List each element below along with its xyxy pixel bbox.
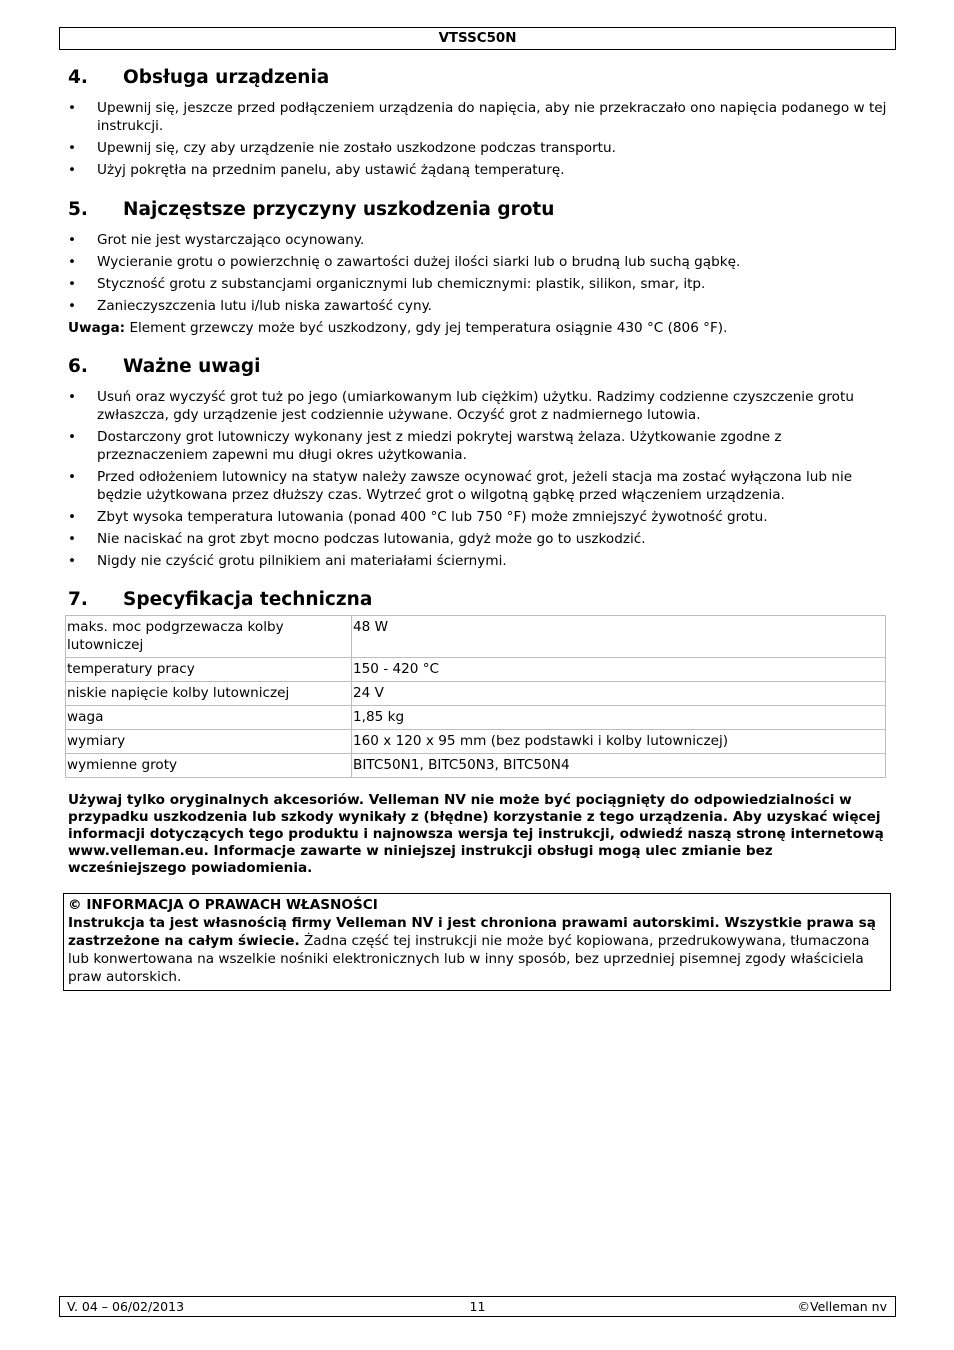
warning-note <box>68 319 890 337</box>
list-item: • Przed odłożeniem lutownicy na statyw należy zawsze ocynować grot, jeżeli stacja ma zostać wyłączona lub nie będzie użytkowana przez dłuższy czas. Wytrzeć grot o wilgotną gąbkę przed włączeniem urządzenia. <box>68 468 890 504</box>
section-number: 4. <box>68 67 88 88</box>
section-number: 7. <box>68 589 88 610</box>
list-item: • Dostarczony grot lutowniczy wykonany jest z miedzi pokrytej warstwą żelaza. Użytkowanie zgodne z przeznaczeniem zapewni mu długi okres użytkowania. <box>68 428 890 464</box>
spec-label: wymienne groty <box>66 754 352 778</box>
section-title: Specyfikacja techniczna <box>123 589 373 610</box>
section-heading <box>68 198 890 222</box>
version-date: V. 04 – 06/02/2013 <box>67 1299 185 1314</box>
spec-label: wymiary <box>66 730 352 754</box>
spec-value: 24 V <box>352 682 886 706</box>
document-header <box>59 27 896 50</box>
list-item: • Usuń oraz wyczyść grot tuż po jego (umiarkowanym lub ciężkim) użytku. Radzimy codzienne czyszczenie grotu zwłaszcza, gdy urządzenie jest codziennie używane. Oczyść grot z nadmiernego lutowia. <box>68 388 890 424</box>
list-item: • Upewnij się, czy aby urządzenie nie zostało uszkodzone podczas transportu. <box>68 139 890 157</box>
list-item: • Nie naciskać na grot zbyt mocno podczas lutowania, gdyż może go to uszkodzić. <box>68 530 890 548</box>
table-row <box>66 616 886 658</box>
bullet-list <box>68 231 890 315</box>
spec-label: waga <box>66 706 352 730</box>
spec-value: 150 - 420 °C <box>352 658 886 682</box>
section-heading <box>68 355 890 379</box>
section-tip-damage-causes <box>68 198 890 337</box>
table-row <box>66 730 886 754</box>
list-item: • Zbyt wysoka temperatura lutowania (ponad 400 °C lub 750 °F) może zmniejszyć żywotność grotu. <box>68 508 890 526</box>
list-item: • Zanieczyszczenia lutu i/lub niska zawartość cyny. <box>68 297 890 315</box>
bullet-list <box>68 99 890 179</box>
spec-label: temperatury pracy <box>66 658 352 682</box>
section-specifications <box>68 588 890 778</box>
spec-value: 48 W <box>352 616 886 658</box>
list-item: • Wycieranie grotu o powierzchnię o zawartości dużej ilości siarki lub o brudną lub suchą gąbkę. <box>68 253 890 271</box>
list-item: • Upewnij się, jeszcze przed podłączeniem urządzenia do napięcia, aby nie przekraczało ono napięcia podanego w tej instrukcji. <box>68 99 890 135</box>
accessories-disclaimer: Używaj tylko oryginalnych akcesoriów. Velleman NV nie może być pociągnięty do odpowiedzialności w przypadku uszkodzenia lub szkody wynikały z (błędne) korzystanie z tego urządzenia. Aby uzyskać więcej informacji dotyczących tego produktu i najnowsza wersja tej instrukcji, odwiedź naszą stronę internetową www.velleman.eu. Informacje zawarte w niniejszej instrukcji obsługi mogą ulec zmianie bez wcześniejszego powiadomienia. <box>68 792 884 876</box>
section-heading <box>68 66 890 90</box>
table-row <box>66 682 886 706</box>
section-title: Ważne uwagi <box>123 356 261 377</box>
list-item: • Nigdy nie czyścić grotu pilnikiem ani materiałami ściernymi. <box>68 552 890 570</box>
copyright-body-text: Żadna część tej instrukcji nie może być kopiowana, przedrukowywana, tłumaczona lub konwertowana na wszelkie nośniki elektronicznych lub w inny sposób, bez uprzedniej pisemnej zgody właściciela praw autorskich. <box>68 933 870 985</box>
page-content <box>68 66 890 877</box>
section-number: 5. <box>68 199 88 220</box>
document-footer <box>59 1296 896 1317</box>
page-number: 11 <box>469 1299 486 1314</box>
section-number: 6. <box>68 356 88 377</box>
list-item: • Grot nie jest wystarczająco ocynowany. <box>68 231 890 249</box>
section-title: Obsługa urządzenia <box>123 67 330 88</box>
table-row <box>66 706 886 730</box>
note-text: Element grzewczy może być uszkodzony, gdy jej temperatura osiągnie 430 °C (806 °F). <box>125 320 728 336</box>
brand-copyright: ©Velleman nv <box>797 1299 887 1314</box>
section-important-notes <box>68 355 890 570</box>
spec-value: 160 x 120 x 95 mm (bez podstawki i kolby lutowniczej) <box>352 730 886 754</box>
copyright-title: © INFORMACJA O PRAWACH WŁASNOŚCI <box>68 897 378 913</box>
spec-label: niskie napięcie kolby lutowniczej <box>66 682 352 706</box>
spec-value: BITC50N1, BITC50N3, BITC50N4 <box>352 754 886 778</box>
model-code: VTSSC50N <box>438 31 517 46</box>
section-title: Najczęstsze przyczyny uszkodzenia grotu <box>123 199 555 220</box>
bullet-list <box>68 388 890 570</box>
section-operation <box>68 66 890 179</box>
copyright-text <box>68 914 886 986</box>
list-item: • Użyj pokrętła na przednim panelu, aby ustawić żądaną temperaturę. <box>68 161 890 179</box>
copyright-bold-text: Instrukcja ta jest własnością firmy Velleman NV i jest chroniona prawami autorskimi. Wszystkie prawa są zastrzeżone na całym świecie. <box>68 915 876 949</box>
table-row <box>66 754 886 778</box>
spec-value: 1,85 kg <box>352 706 886 730</box>
spec-table <box>65 615 886 778</box>
note-label: Uwaga: <box>68 320 126 336</box>
section-heading <box>68 588 890 612</box>
spec-label: maks. moc podgrzewacza kolby lutowniczej <box>66 616 352 658</box>
table-row <box>66 658 886 682</box>
list-item: • Styczność grotu z substancjami organicznymi lub chemicznymi: plastik, silikon, smar, itp. <box>68 275 890 293</box>
copyright-box <box>63 893 891 991</box>
